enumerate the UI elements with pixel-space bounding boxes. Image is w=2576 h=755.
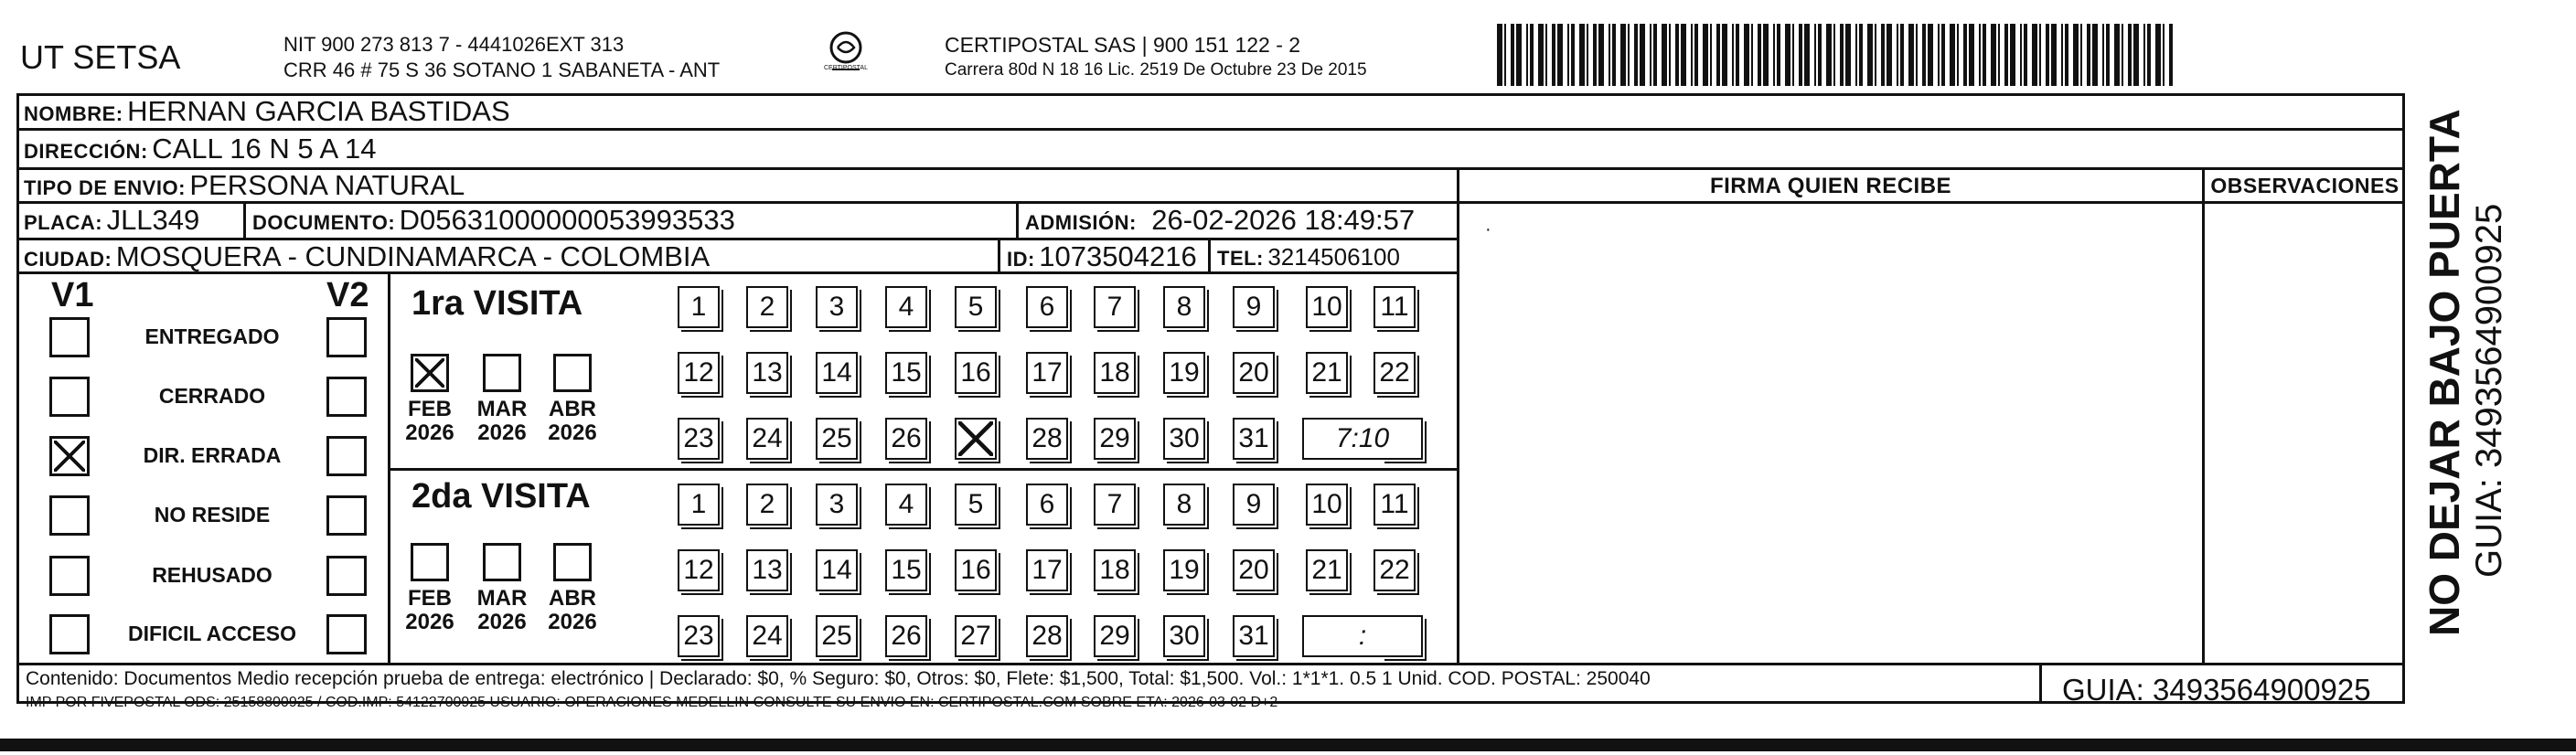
courier-license: Carrera 80d N 18 16 Lic. 2519 De Octubre 23 De 2015 (945, 60, 1367, 80)
v2-label: V2 (326, 276, 369, 314)
day-box: 2 (746, 286, 788, 328)
tel-label: TEL: (1217, 247, 1264, 270)
day-box: 15 (885, 549, 927, 591)
city-field (24, 240, 710, 273)
month-name: MAR (476, 397, 528, 421)
day-box: 3 (816, 286, 858, 328)
day-box: 24 (746, 418, 788, 460)
page-edge-line (0, 739, 2576, 751)
day-box: 30 (1163, 615, 1205, 657)
month-name: MAR (476, 586, 528, 611)
v1-label: V1 (51, 276, 94, 314)
day-box: 14 (816, 549, 858, 591)
time-box: 7:10 (1302, 418, 1423, 460)
day-box: 6 (1026, 286, 1068, 328)
barcode (1497, 24, 2179, 86)
day-box: 26 (885, 418, 927, 460)
day-box: 20 (1233, 352, 1275, 394)
day-box: 9 (1233, 286, 1275, 328)
month-year: 2026 (548, 420, 597, 445)
day-box: 11 (1374, 286, 1416, 328)
month-checkbox (411, 354, 449, 392)
day-box: 29 (1094, 418, 1136, 460)
plate-label: PLACA: (24, 211, 103, 234)
month-checkbox (553, 543, 592, 581)
month-label (398, 587, 462, 634)
day-box: 5 (955, 286, 997, 328)
day-box: 22 (1374, 549, 1416, 591)
month-checkbox (411, 543, 449, 581)
city-label: CIUDAD: (24, 248, 112, 271)
day-box: 5 (955, 484, 997, 526)
day-box: 19 (1163, 352, 1205, 394)
month-name: ABR (549, 397, 596, 421)
day-box: 4 (885, 484, 927, 526)
day-box: 8 (1163, 286, 1205, 328)
day-box: 31 (1233, 615, 1275, 657)
logo-caption: CERTIPOSTAL (824, 65, 868, 71)
id-field (1007, 240, 1197, 273)
city: MOSQUERA - CUNDINAMARCA - COLOMBIA (115, 240, 711, 272)
recipient-name: HERNAN GARCIA BASTIDAS (127, 95, 510, 127)
signature-header: FIRMA QUIEN RECIBE (1709, 174, 1952, 198)
day-box: 19 (1163, 549, 1205, 591)
v1-checkbox (49, 436, 90, 476)
day-box: 7 (1094, 484, 1136, 526)
certipostal-logo (805, 29, 887, 84)
day-box: 23 (678, 418, 720, 460)
day-box: 3 (816, 484, 858, 526)
day-box: 11 (1374, 484, 1416, 526)
signature-tick: · (1485, 219, 1491, 239)
day-box: 21 (1306, 352, 1348, 394)
company-nit: NIT 900 273 813 7 - 4441026EXT 313 (283, 33, 625, 56)
name-label: NOMBRE: (24, 102, 123, 125)
observations-header: OBSERVACIONES (2210, 174, 2400, 197)
day-box: 16 (955, 549, 997, 591)
day-box: 10 (1306, 286, 1348, 328)
v2-checkbox (326, 495, 367, 536)
id-label: ID: (1007, 248, 1035, 271)
company-name: UT SETSA (20, 38, 181, 76)
courier-name: CERTIPOSTAL SAS | 900 151 122 - 2 (945, 33, 1301, 57)
time-box: : (1302, 615, 1423, 657)
month-label (398, 398, 462, 445)
month-year: 2026 (548, 610, 597, 634)
day-box: 8 (1163, 484, 1205, 526)
v2-checkbox (326, 556, 367, 596)
day-box: 12 (678, 549, 720, 591)
v2-checkbox (326, 377, 367, 417)
day-box: 13 (746, 549, 788, 591)
day-box: 2 (746, 484, 788, 526)
send-type-label: TIPO DE ENVIO: (24, 176, 186, 199)
imp-line: IMP POR FIVEPOSTAL ODS: 25158800925 / COD.IMP: 54122700925 USUARIO: OPERACIONES MEDELLIN CONSULTE SU ENVIO EN: CERTIPOSTAL.COM SOBRE ETA: 2026-03-02 D+2 (26, 695, 1278, 710)
visit1-title: 1ra VISITA (412, 284, 583, 323)
side-warning: NO DEJAR BAJO PUERTA (2421, 109, 2468, 636)
v2-checkbox (326, 436, 367, 476)
day-box: 4 (885, 286, 927, 328)
status-label: CERRADO (158, 384, 266, 408)
day-box: 31 (1233, 418, 1275, 460)
day-box: 12 (678, 352, 720, 394)
day-box: 27 (955, 615, 997, 657)
day-box: 22 (1374, 352, 1416, 394)
day-box: 25 (816, 418, 858, 460)
admission-field (1025, 204, 1415, 237)
day-box: 18 (1094, 352, 1136, 394)
month-label (470, 398, 534, 445)
day-box: 1 (678, 286, 720, 328)
footer-guia: GUIA: 3493564900925 (2062, 673, 2371, 707)
day-box: 1 (678, 484, 720, 526)
v1-checkbox (49, 377, 90, 417)
month-year: 2026 (477, 610, 527, 634)
address-label: DIRECCIÓN: (24, 140, 148, 163)
month-year: 2026 (405, 610, 454, 634)
side-guia: GUIA: 3493564900925 (2469, 203, 2509, 578)
month-label (540, 398, 604, 445)
month-name: ABR (549, 586, 596, 611)
day-box: 18 (1094, 549, 1136, 591)
v1-checkbox (49, 556, 90, 596)
month-name: FEB (408, 586, 452, 611)
day-box: 15 (885, 352, 927, 394)
day-box: 7 (1094, 286, 1136, 328)
send-type: PERSONA NATURAL (189, 169, 465, 201)
visit2-title: 2da VISITA (412, 477, 591, 516)
day-box: 29 (1094, 615, 1136, 657)
tel: 3214506100 (1267, 243, 1400, 271)
month-label (470, 587, 534, 634)
day-box: 17 (1026, 549, 1068, 591)
send-type-field (24, 169, 465, 202)
status-label: DIR. ERRADA (143, 443, 282, 467)
status-label: DIFICIL ACCESO (127, 622, 296, 645)
month-checkbox (483, 354, 521, 392)
day-box: 17 (1026, 352, 1068, 394)
document-label: DOCUMENTO: (252, 211, 396, 234)
day-box: 25 (816, 615, 858, 657)
plate-field (24, 204, 199, 237)
month-year: 2026 (477, 420, 527, 445)
day-box: 23 (678, 615, 720, 657)
content-line: Contenido: Documentos Medio recepción prueba de entrega: electrónico | Declarado: $0, % Seguro: $0, Otros: $0, Flete: $1,500, Total: $1,500. Vol.: 1*1*1. 0.5 1 Unid. COD. POSTAL: 250040 (26, 668, 1651, 689)
day-box: 14 (816, 352, 858, 394)
admission: 26-02-2026 18:49:57 (1151, 204, 1416, 236)
company-address: CRR 46 # 75 S 36 SOTANO 1 SABANETA - ANT (283, 58, 721, 81)
day-box: 28 (1026, 418, 1068, 460)
day-box: 9 (1233, 484, 1275, 526)
day-box (955, 418, 997, 460)
recipient-address: CALL 16 N 5 A 14 (152, 133, 377, 165)
name-field (24, 95, 510, 128)
address-field (24, 133, 377, 165)
admission-label: ADMISIÓN: (1025, 211, 1137, 234)
day-box: 24 (746, 615, 788, 657)
v2-checkbox (326, 317, 367, 357)
day-box: 28 (1026, 615, 1068, 657)
month-name: FEB (408, 397, 452, 421)
v1-checkbox (49, 317, 90, 357)
day-box: 20 (1233, 549, 1275, 591)
id-number: 1073504216 (1039, 240, 1197, 272)
day-box: 21 (1306, 549, 1348, 591)
plate: JLL349 (106, 204, 200, 236)
document: D05631000000053993533 (399, 204, 735, 236)
day-box: 13 (746, 352, 788, 394)
v1-checkbox (49, 495, 90, 536)
month-checkbox (553, 354, 592, 392)
day-box: 16 (955, 352, 997, 394)
month-label (540, 587, 604, 634)
day-box: 6 (1026, 484, 1068, 526)
document-field (252, 204, 735, 237)
month-year: 2026 (405, 420, 454, 445)
month-checkbox (483, 543, 521, 581)
day-box: 30 (1163, 418, 1205, 460)
day-box: 26 (885, 615, 927, 657)
status-label: NO RESIDE (154, 503, 271, 526)
v2-checkbox (326, 614, 367, 654)
tel-field (1217, 243, 1400, 271)
day-box: 10 (1306, 484, 1348, 526)
status-label: ENTREGADO (144, 324, 280, 348)
v1-checkbox (49, 614, 90, 654)
status-label: REHUSADO (152, 563, 273, 587)
